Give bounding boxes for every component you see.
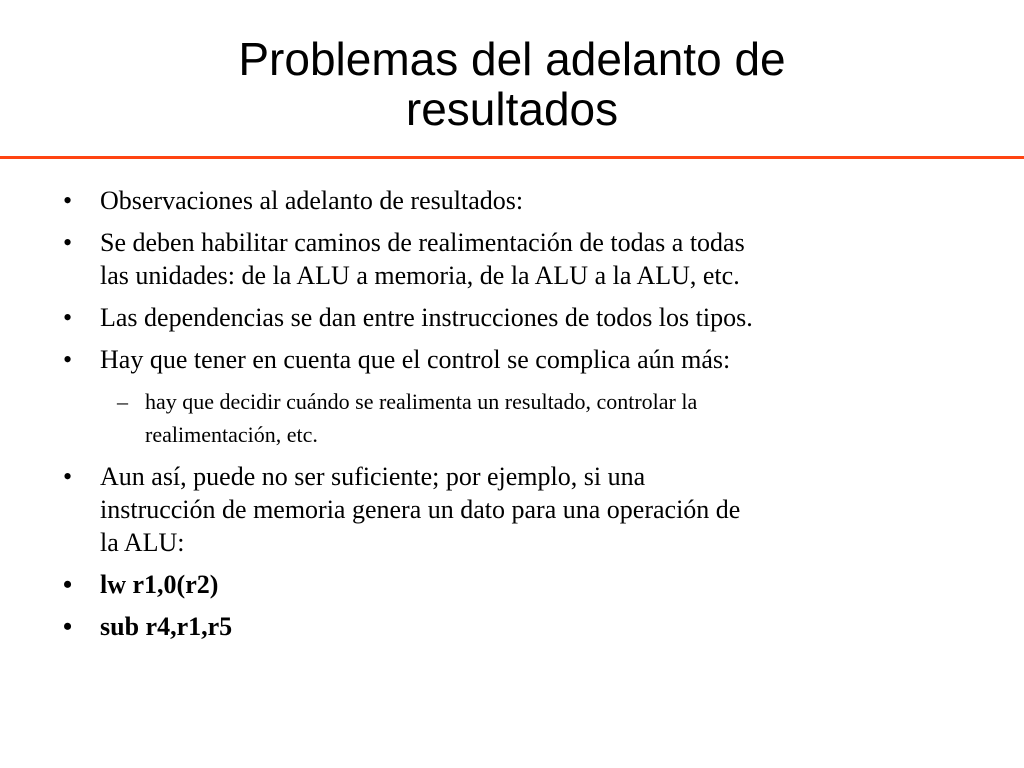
- bullet-marker: •: [63, 186, 73, 215]
- bullet-marker: •: [63, 303, 73, 332]
- bullet-marker: •: [63, 612, 73, 641]
- bullet-item-code-sub: [0, 610, 1024, 643]
- bullet-item-aun-asi: [0, 460, 1024, 559]
- sub-bullet-marker: –: [117, 389, 128, 414]
- code-instruction-sub: sub r4,r1,r5: [100, 612, 233, 641]
- bullet-text: Hay que tener en cuenta que el control se complica aún más:: [100, 345, 731, 374]
- bullet-item-code-lw: [0, 568, 1024, 601]
- sub-bullet-item-decidir: [0, 385, 1024, 451]
- bullet-marker: •: [63, 570, 73, 599]
- sub-bullet-text: hay que decidir cuándo se realimenta un resultado, controlar la realimentación, etc.: [145, 389, 698, 447]
- bullet-item-observaciones: [0, 184, 1024, 217]
- title-divider: [0, 156, 1024, 159]
- bullet-item-caminos: [0, 226, 1024, 292]
- slide-title-line-1: Problemas del adelanto de: [238, 33, 786, 85]
- slide-title: [0, 34, 1024, 134]
- slide-title-line-2: resultados: [405, 83, 619, 135]
- bullet-text: Observaciones al adelanto de resultados:: [100, 186, 524, 215]
- bullet-text: Se deben habilitar caminos de realimentación de todas a todas las unidades: de la ALU a memoria, de la ALU a la ALU, etc.: [100, 228, 745, 290]
- bullet-text: Aun así, puede no ser suficiente; por ejemplo, si una instrucción de memoria genera un dato para una operación de la ALU:: [100, 462, 741, 557]
- bullet-list: [0, 184, 1024, 652]
- code-instruction-lw: lw r1,0(r2): [100, 570, 219, 599]
- bullet-item-dependencias: [0, 301, 1024, 334]
- bullet-marker: •: [63, 228, 73, 257]
- bullet-marker: •: [63, 462, 73, 491]
- bullet-marker: •: [63, 345, 73, 374]
- bullet-item-control: [0, 343, 1024, 376]
- bullet-text: Las dependencias se dan entre instrucciones de todos los tipos.: [100, 303, 753, 332]
